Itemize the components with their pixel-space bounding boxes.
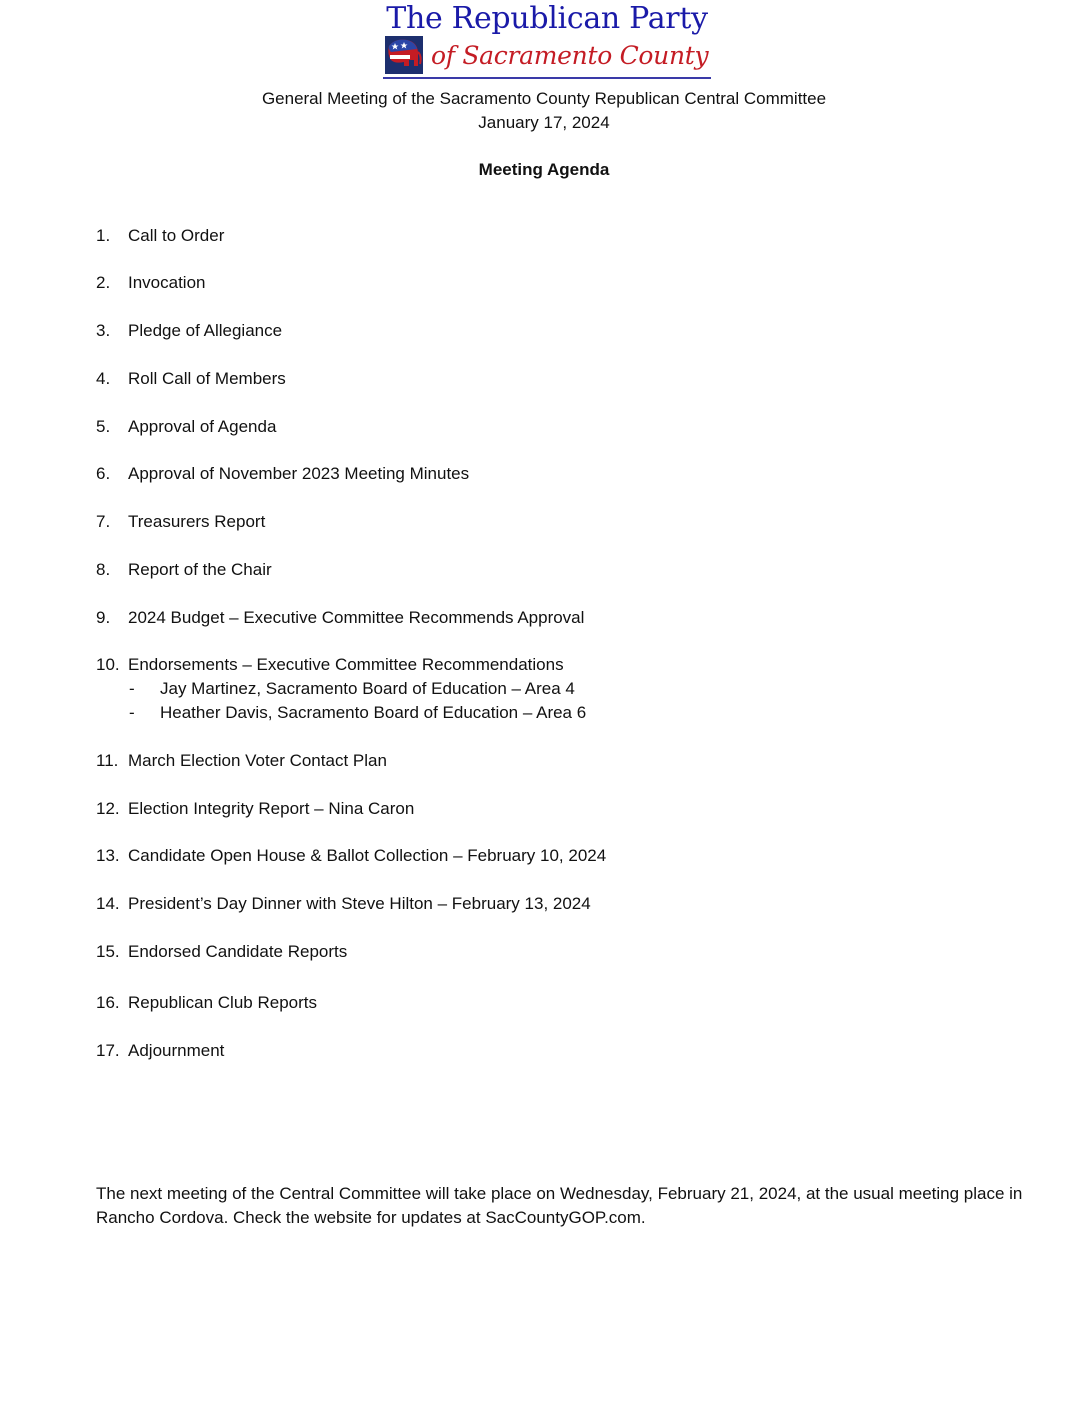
agenda-item-text: Call to Order: [128, 226, 225, 245]
agenda-item-text: Report of the Chair: [128, 560, 272, 579]
agenda-item-text: Invocation: [128, 273, 206, 292]
agenda-item: [96, 367, 996, 391]
agenda-item-text: Approval of Agenda: [128, 417, 277, 436]
agenda-item-number: 7.: [96, 512, 111, 531]
agenda-item: [96, 224, 996, 248]
next-meeting-note: The next meeting of the Central Committee will take place on Wednesday, February 21, 2024, at the usual meeting place in Rancho Cordova. Check the website for updates at SacCountyGOP.com.: [96, 1184, 1023, 1227]
agenda-subitem: [96, 677, 996, 701]
letterhead-title: The Republican Party: [386, 1, 708, 36]
agenda-item-text: Adjournment: [128, 1041, 225, 1060]
agenda-item: [96, 271, 996, 295]
agenda-item-number: 8.: [96, 560, 111, 579]
agenda-item: [96, 1039, 996, 1063]
agenda-item-text: Candidate Open House & Ballot Collection – February 10, 2024: [128, 846, 607, 865]
agenda-item: [96, 606, 996, 630]
agenda-item-text: Roll Call of Members: [128, 369, 286, 388]
agenda-item: [96, 558, 996, 582]
agenda-item-text: 2024 Budget – Executive Committee Recommends Approval: [128, 608, 585, 627]
agenda-list: [96, 223, 996, 1063]
agenda-item-number: 16.: [96, 993, 120, 1012]
agenda-title: Meeting Agenda: [478, 160, 610, 179]
agenda-item-number: 17.: [96, 1041, 120, 1060]
letterhead-subtitle: of Sacramento County: [431, 41, 709, 70]
agenda-item: [96, 462, 996, 486]
agenda-item: [96, 653, 996, 677]
agenda-item: [96, 892, 996, 916]
agenda-item-number: 4.: [96, 369, 111, 388]
agenda-item-text: Pledge of Allegiance: [128, 321, 283, 340]
agenda-item-text: Republican Club Reports: [128, 993, 317, 1012]
letterhead-rule: [383, 77, 711, 79]
agenda-item-text: March Election Voter Contact Plan: [128, 751, 387, 770]
agenda-item: [96, 510, 996, 534]
meeting-name: General Meeting of the Sacramento County Republican Central Committee: [261, 89, 827, 108]
agenda-item: [96, 940, 996, 964]
agenda-item-number: 6.: [96, 464, 111, 483]
letterhead-logo: [383, 0, 711, 82]
agenda-item-text: Election Integrity Report – Nina Caron: [128, 799, 415, 818]
agenda-item: [96, 749, 996, 773]
agenda-subitem: [96, 701, 996, 725]
agenda-item: [96, 797, 996, 821]
agenda-item-number: 1.: [96, 226, 111, 245]
subitem-text: Heather Davis, Sacramento Board of Education – Area 6: [160, 703, 587, 722]
agenda-item-number: 15.: [96, 942, 120, 961]
subitem-bullet: -: [129, 703, 135, 722]
agenda-item-number: 12.: [96, 799, 120, 818]
agenda-item-number: 11.: [96, 751, 119, 770]
agenda-item: [96, 844, 996, 868]
subitem-bullet: -: [129, 679, 135, 698]
agenda-item-number: 5.: [96, 417, 111, 436]
agenda-item-number: 2.: [96, 273, 111, 292]
agenda-item-number: 10.: [96, 655, 120, 674]
agenda-item-number: 9.: [96, 608, 111, 627]
agenda-item-number: 3.: [96, 321, 111, 340]
elephant-logo-icon: [385, 36, 423, 74]
agenda-item: [96, 415, 996, 439]
agenda-item-number: 14.: [96, 894, 120, 913]
agenda-item: [96, 319, 996, 343]
agenda-item-text: Endorsed Candidate Reports: [128, 942, 348, 961]
agenda-item-text: Approval of November 2023 Meeting Minutes: [128, 464, 470, 483]
agenda-item-text: Treasurers Report: [128, 512, 266, 531]
agenda-item: [96, 991, 996, 1015]
agenda-item-text: Endorsements – Executive Committee Recommendations: [128, 655, 564, 674]
meeting-date: January 17, 2024: [478, 113, 610, 132]
agenda-item-number: 13.: [96, 846, 120, 865]
agenda-item-text: President’s Day Dinner with Steve Hilton – February 13, 2024: [128, 894, 591, 913]
subitem-text: Jay Martinez, Sacramento Board of Education – Area 4: [160, 679, 575, 698]
